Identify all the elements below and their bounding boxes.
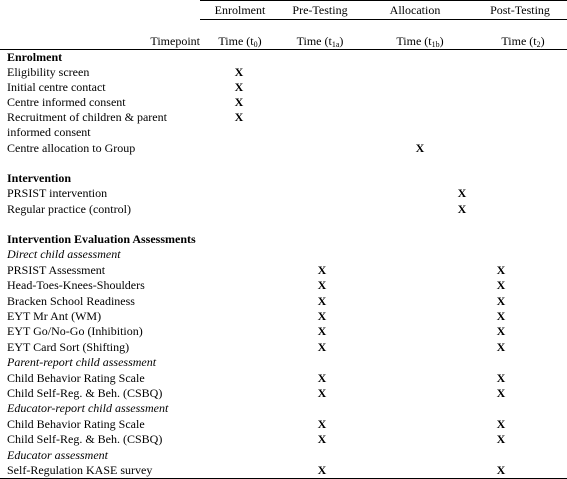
header-top-rule — [200, 0, 567, 1]
row-label: Bracken School Readiness — [7, 294, 135, 308]
table-row — [0, 278, 567, 293]
schedule-mark: X — [496, 294, 506, 308]
row-label: Centre allocation to Group — [7, 141, 136, 155]
schedule-mark: X — [457, 202, 467, 216]
timepoint-t2-suffix: ) — [540, 34, 545, 48]
row-label: Child Self-Reg. & Beh. (CSBQ) — [7, 432, 163, 446]
table-row — [0, 386, 567, 401]
table-row — [0, 95, 567, 110]
phase-header-post-testing: Post-Testing — [490, 3, 550, 17]
row-label: Recruitment of children & parent — [7, 110, 167, 124]
row-label: Regular practice (control) — [7, 202, 131, 216]
table-row — [0, 324, 567, 339]
timepoint-t1a-suffix: ) — [339, 34, 344, 48]
schedule-mark: X — [234, 95, 244, 109]
schedule-mark: X — [317, 294, 327, 308]
row-label: Child Behavior Rating Scale — [7, 371, 145, 385]
schedule-mark: X — [317, 278, 327, 292]
schedule-mark: X — [496, 309, 506, 323]
subsection-heading: Direct child assessment — [7, 247, 121, 261]
schedule-mark: X — [415, 141, 425, 155]
schedule-mark: X — [234, 110, 244, 124]
timepoint-t1b-prefix: Time (t — [396, 34, 432, 48]
subsection-heading: Educator-report child assessment — [7, 401, 169, 415]
timepoint-t2-prefix: Time (t — [501, 34, 537, 48]
schedule-mark: X — [457, 186, 467, 200]
section-row — [0, 232, 567, 247]
timepoint-t1b-suffix: ) — [439, 34, 444, 48]
schedule-mark: X — [496, 386, 506, 400]
section-heading: Enrolment — [7, 50, 63, 64]
schedule-mark: X — [496, 432, 506, 446]
schedule-mark: X — [496, 340, 506, 354]
schedule-mark: X — [496, 324, 506, 338]
timepoint-t0-sub: 0 — [253, 40, 258, 49]
schedule-mark: X — [496, 263, 506, 277]
subsection-row — [0, 448, 567, 463]
schedule-mark: X — [317, 340, 327, 354]
section-heading: Intervention Evaluation Assessments — [7, 232, 196, 246]
schedule-mark: X — [317, 386, 327, 400]
schedule-mark: X — [317, 463, 327, 477]
timepoint-t0 — [203, 34, 277, 49]
table-row — [0, 65, 567, 80]
subsection-heading: Educator assessment — [7, 448, 108, 462]
row-label: Self-Regulation KASE survey — [7, 463, 153, 477]
table-row — [0, 432, 567, 447]
section-row — [0, 50, 567, 65]
timepoint-t1b — [380, 34, 460, 49]
schedule-mark: X — [496, 371, 506, 385]
phase-header-enrolment: Enrolment — [214, 3, 266, 17]
schedule-mark: X — [496, 278, 506, 292]
row-label: Eligibility screen — [7, 65, 90, 79]
phase-header-allocation: Allocation — [389, 3, 441, 17]
row-label: EYT Card Sort (Shifting) — [7, 340, 130, 354]
row-label: Child Self-Reg. & Beh. (CSBQ) — [7, 386, 163, 400]
timepoint-t0-suffix: ) — [257, 34, 262, 48]
timepoint-t1a-prefix: Time (t — [296, 34, 332, 48]
subsection-row — [0, 355, 567, 370]
timepoint-t1a — [283, 34, 357, 49]
section-heading: Intervention — [7, 171, 71, 185]
subsection-row — [0, 247, 567, 262]
schedule-mark: X — [234, 80, 244, 94]
table-row — [0, 371, 567, 386]
subsection-heading: Parent-report child assessment — [7, 355, 157, 369]
row-label: informed consent — [7, 125, 91, 139]
table-row — [0, 202, 567, 217]
phase-header-pre-testing: Pre-Testing — [292, 3, 348, 17]
table-row — [0, 263, 567, 278]
timepoint-t1a-sub: 1a — [331, 40, 340, 49]
section-row — [0, 171, 567, 186]
table-row — [0, 340, 567, 355]
schedule-mark: X — [496, 417, 506, 431]
table-row — [0, 294, 567, 309]
schedule-mark: X — [317, 324, 327, 338]
schedule-mark: X — [496, 463, 506, 477]
row-label: Child Behavior Rating Scale — [7, 417, 145, 431]
schedule-mark: X — [234, 65, 244, 79]
table-row — [0, 186, 567, 201]
row-label: Centre informed consent — [7, 95, 126, 109]
row-label: Initial centre contact — [7, 80, 106, 94]
timepoint-t2-sub: 2 — [536, 40, 541, 49]
row-label: PRSIST intervention — [7, 186, 108, 200]
schedule-mark: X — [317, 309, 327, 323]
table-row — [0, 463, 567, 478]
timepoint-t0-prefix: Time (t — [218, 34, 254, 48]
timepoint-label: Timepoint — [150, 34, 200, 48]
table-row — [0, 80, 567, 95]
table-row — [0, 125, 567, 140]
phase-header-rule — [200, 19, 567, 20]
row-label: PRSIST Assessment — [7, 263, 106, 277]
row-label: EYT Mr Ant (WM) — [7, 309, 102, 323]
schedule-mark: X — [317, 263, 327, 277]
row-label: EYT Go/No-Go (Inhibition) — [7, 324, 143, 338]
timepoint-t1b-sub: 1b — [431, 40, 440, 49]
table-row — [0, 417, 567, 432]
table-row — [0, 110, 567, 125]
schedule-mark: X — [317, 432, 327, 446]
table-row — [0, 141, 567, 156]
schedule-mark: X — [317, 417, 327, 431]
subsection-row — [0, 401, 567, 416]
table-row — [0, 309, 567, 324]
row-label: Head-Toes-Knees-Shoulders — [7, 278, 145, 292]
schedule-mark: X — [317, 371, 327, 385]
timepoint-t2 — [483, 34, 563, 49]
